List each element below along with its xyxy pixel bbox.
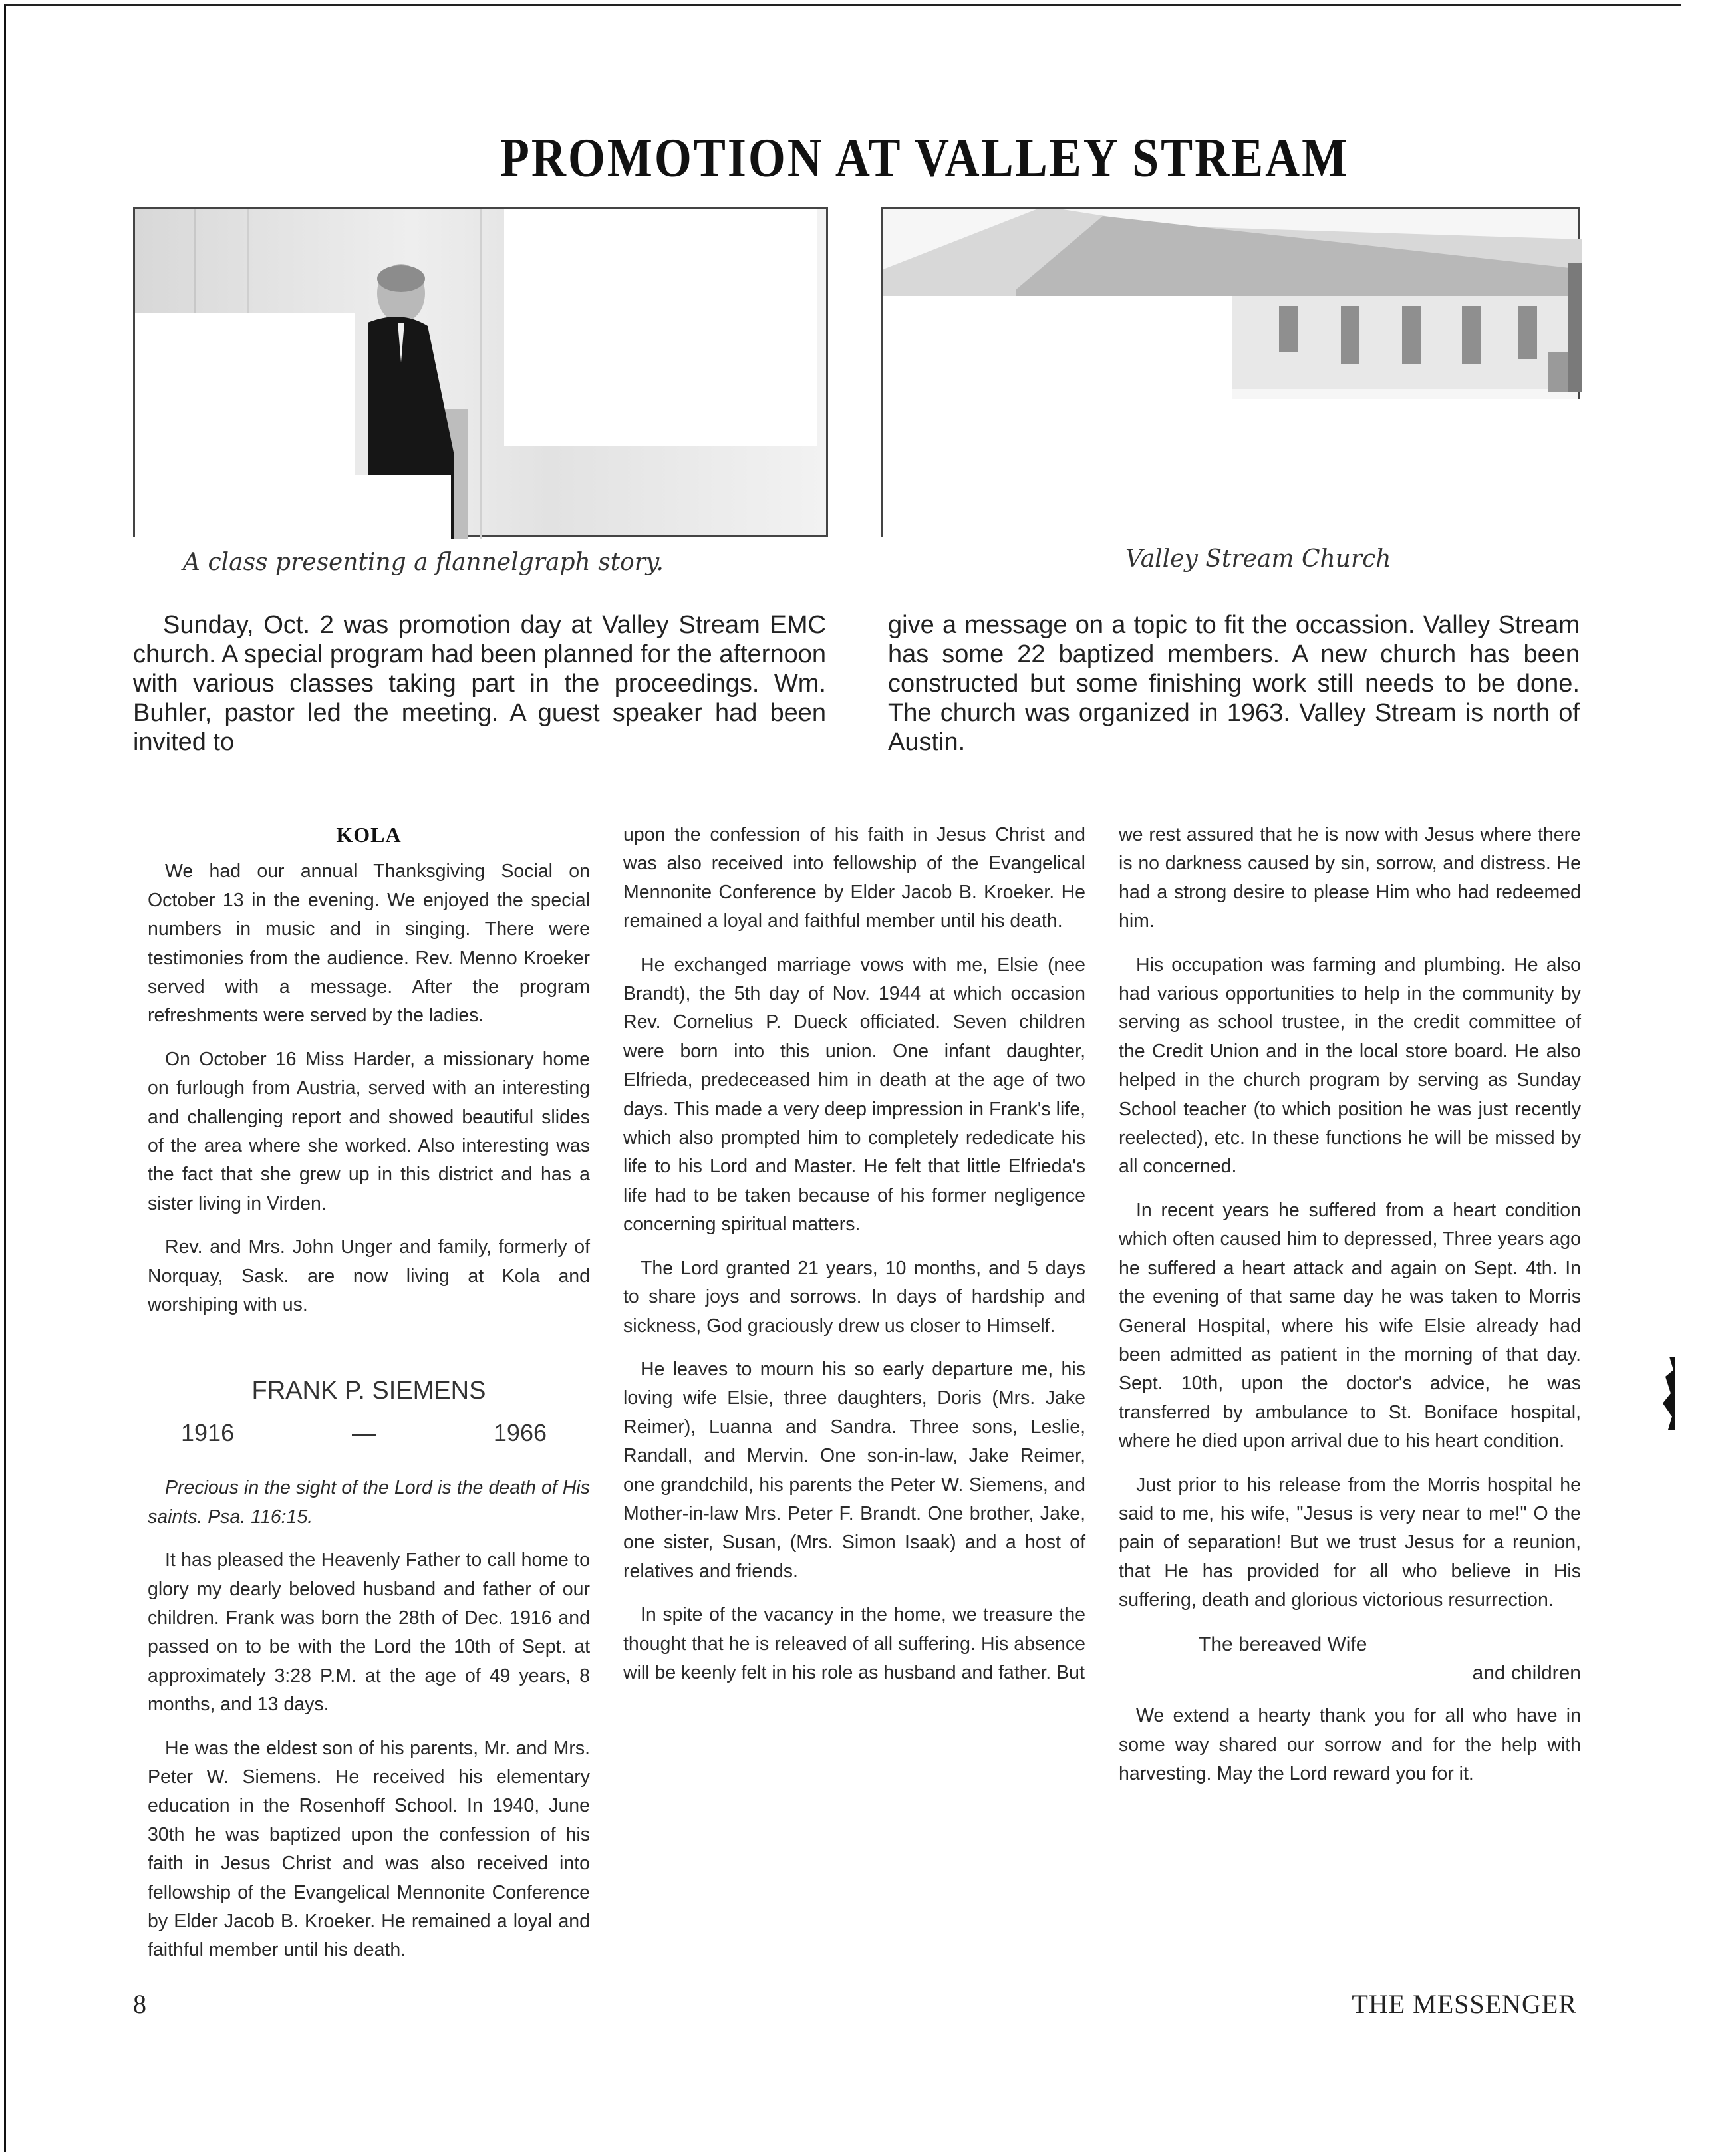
kola-paragraph: On October 16 Miss Harder, a missionary home on furlough from Austria, served with an interesting and challenging report and showed beautiful slides of the area where she worked. Also interesting was the fact that she grew up in this district and has a sister living in Virden.: [148, 1048, 590, 1214]
obituary-paragraph-continued: we rest assured that he is now with Jesus where there is no darkness caused by sin, sorrow, and distress. He had a strong desire to please Him who had redeemed him.: [1119, 824, 1581, 932]
redacted-area: [135, 313, 355, 539]
column-1: [148, 821, 590, 1961]
intro-right-paragraph: give a message on a topic to fit the occassion. Valley Stream has some 22 baptized members. A new church has been constructed but some finishing work still needs to be done. The church was organized in 1963. Valley Stream is north of Austin.: [888, 611, 1580, 756]
obituary-paragraph: It has pleased the Heavenly Father to call home to glory my dearly beloved husband and father of our children. Frank was born the 28th of Dec. 1916 and passed on to be with the Lord the 10th of Sept. at approximately 3:28 P.M. at the age of 49 years, 8 months, and 13 days.: [148, 1550, 590, 1716]
page-number: 8: [133, 1989, 146, 2019]
obituary-paragraph: His occupation was farming and plumbing. He also had various opportunities to help in the community by serving as school trustee, in the credit committee of the Credit Union and in the local store board. He also helped in the church program by serving as Sunday School teacher (to which position he was just recently reelected), etc. In these functions he will be missed by all concerned.: [1119, 954, 1581, 1178]
obituary-paragraph: Just prior to his release from the Morris hospital he said to me, his wife, "Jesus is very near to me!" O the pain of separation! But we trust Jesus for a reunion, that He has provided for all who believe in His suffering, death and glorious victorious resurrection.: [1119, 1474, 1581, 1611]
publication-name: THE MESSENGER: [1352, 1989, 1577, 2019]
redacted-area: [504, 209, 817, 446]
signature-line: and children: [1472, 1661, 1581, 1684]
obituary-paragraph: He exchanged marriage vows with me, Elsie (nee Brandt), the 5th day of Nov. 1944 at which occasion Rev. Cornelius P. Dueck officiated. Seven children were born into this union. One infant daughter, Elfrieda, predeceased him in death at the age of two days. This made a very deep impression in Frank's life, which also prompted him to completely rededicate his life to his Lord and Master. He felt that little Elfrieda's life had to be taken because of his former negligence concerning spiritual matters.: [623, 954, 1085, 1236]
redacted-area: [1232, 399, 1582, 539]
left-photo-caption: A class presenting a flannelgraph story.: [183, 549, 664, 576]
class-photo: [133, 207, 828, 537]
kola-paragraph: Rev. and Mrs. John Unger and family, formerly of Norquay, Sask. are now living at Kola and worshiping with us.: [148, 1236, 590, 1316]
headline: PROMOTION AT VALLEY STREAM: [500, 126, 1350, 188]
obituary-paragraph-continued: upon the confession of his faith in Jesus Christ and was also received into fellowship of the Evangelical Mennonite Conference by Elder Jacob B. Kroeker. He remained a loyal and faithful member until his death.: [623, 824, 1085, 932]
column-2: [623, 821, 1085, 1687]
death-year: 1966: [493, 1418, 547, 1446]
obituary-paragraph: In spite of the vacancy in the home, we treasure the thought that he is releaved of all suffering. His absence will be keenly felt in his role as husband and father. But: [623, 1604, 1085, 1683]
kola-paragraph: We had our annual Thanksgiving Social on October 13 in the evening. We enjoyed the special numbers in music and in singing. There were testimonies from the audience. Rev. Menno Kroeker served with a message. After the program refreshments were served by the ladies.: [148, 861, 590, 1027]
obituary-paragraph: The Lord granted 21 years, 10 months, and 5 days to share joys and sorrows. In days of hardship and sickness, God graciously drew us closer to Himself.: [623, 1257, 1085, 1337]
obituary-paragraph: He was the eldest son of his parents, Mr. and Mrs. Peter W. Siemens. He received his elementary education in the Rosenhoff School. In 1940, June 30th he was baptized upon the confession of his faith in Jesus Christ and was also received into fellowship of the Evangelical Mennonite Conference by Elder Jacob B. Kroeker. He remained a loyal and faithful member until his death.: [148, 1737, 590, 1961]
column-3: [1119, 821, 1581, 1804]
intro-left-paragraph: Sunday, Oct. 2 was promotion day at Valley Stream EMC church. A special program had been planned for the afternoon with various classes taking part in the proceedings. Wm. Buhler, pastor led the meeting. A guest speaker had been invited to: [133, 611, 826, 756]
obituary-paragraph: In recent years he suffered from a heart condition which often caused him to depressed, Three years ago he suffered a heart attack and again on Sept. 4th. In the evening of that same day he was taken to Morris General Hospital, where his wife Elsie already had been admitted as patient in the morning of that day. Sept. 10th, upon the doctor's advice, he was transferred by ambulance to St. Boniface hospital, where he died upon arrival due to his heart condition.: [1119, 1199, 1581, 1452]
thank-you-paragraph: We extend a hearty thank you for all who have in some way shared our sorrow and for the help with harvesting. May the Lord reward you for it.: [1119, 1705, 1581, 1785]
binding-hole-mark: [1660, 1357, 1675, 1430]
redacted-area: [355, 475, 451, 539]
redacted-area: [883, 296, 1232, 539]
kola-heading: KOLA: [336, 823, 402, 847]
right-photo-caption: Valley Stream Church: [1125, 545, 1391, 573]
date-dash: —: [352, 1418, 376, 1446]
obituary-paragraph: He leaves to mourn his so early departure me, his loving wife Elsie, three daughters, Doris (Mrs. Jake Reimer), Luanna and Sandra. Three sons, Leslie, Randall, and Mervin. One son-in-law, Jake Reimer, one grandchild, his parents the Peter W. Siemens, and Mother-in-law Mrs. Peter F. Brandt. One brother, Jake, one sister, Susan, (Mrs. Simon Isaak) and a host of relatives and friends.: [623, 1358, 1085, 1582]
obituary-title: FRANK P. SIEMENS: [251, 1376, 486, 1405]
birth-year: 1916: [181, 1418, 235, 1446]
obituary-dates: [181, 1418, 547, 1447]
church-photo: [881, 207, 1580, 537]
scripture-verse: Precious in the sight of the Lord is the death of His saints. Psa. 116:15.: [148, 1477, 590, 1528]
signature-line: The bereaved Wife: [1199, 1633, 1367, 1655]
